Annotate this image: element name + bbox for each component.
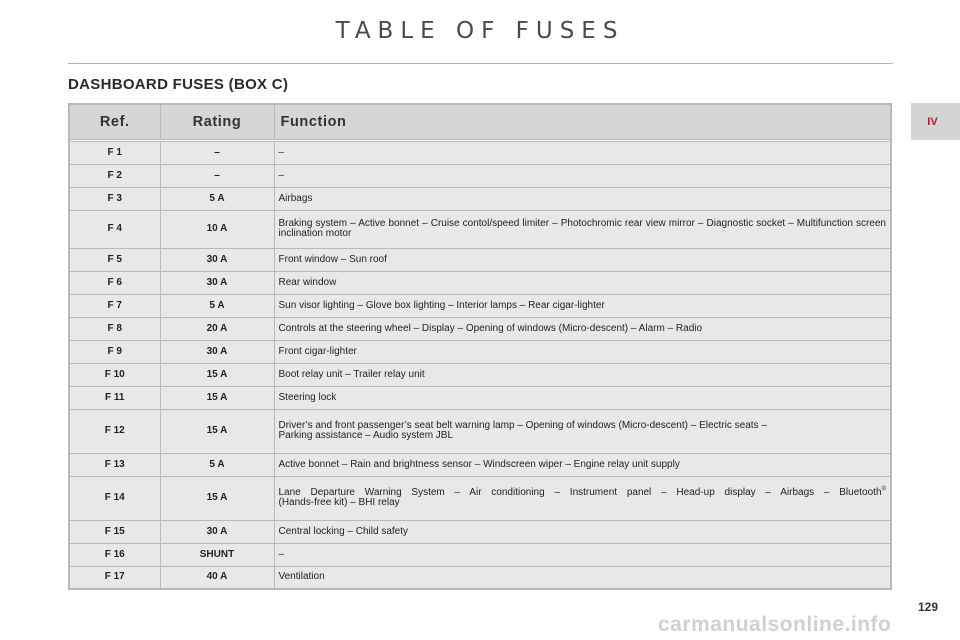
table-row [69,340,891,363]
fuse-function: Central locking – Child safety [274,520,891,543]
table-row [69,543,891,566]
fuse-ref: F 12 [69,409,160,453]
page-number: 129 [917,600,939,614]
fuse-ref: F 4 [69,210,160,248]
fuse-rating: 5 A [160,453,274,476]
fuse-rating: 30 A [160,520,274,543]
fuse-function: Airbags [274,187,891,210]
fuse-function: Controls at the steering wheel – Display – Opening of windows (Micro-descent) – Alarm – Radio [274,317,891,340]
fuse-function: Boot relay unit – Trailer relay unit [274,363,891,386]
fuse-ref: F 8 [69,317,160,340]
fuse-table [68,103,892,590]
fuse-function: Sun visor lighting – Glove box lighting – Interior lamps – Rear cigar-lighter [274,294,891,317]
fuse-ref: F 9 [69,340,160,363]
table-row [69,187,891,210]
table-row [69,210,891,248]
table-row [69,271,891,294]
fuse-rating: 30 A [160,271,274,294]
fuse-function [274,409,891,453]
fuse-function-line: (Hands-free kit) – BHI relay [278,497,400,508]
fuse-ref: F 10 [69,363,160,386]
fuse-rating: 5 A [160,294,274,317]
registered-mark: ® [881,486,886,493]
fuse-rating: 20 A [160,317,274,340]
table-row [69,453,891,476]
fuse-rating: 30 A [160,340,274,363]
fuse-ref: F 1 [69,141,160,164]
column-header-ref: Ref. [69,104,160,139]
table-row [69,409,891,453]
section-title: DASHBOARD FUSES (BOX C) [68,76,289,93]
fuse-rating: 30 A [160,248,274,271]
fuse-ref: F 2 [69,164,160,187]
fuse-ref: F 3 [69,187,160,210]
fuse-rating: 5 A [160,187,274,210]
fuse-ref: F 17 [69,566,160,589]
fuse-rating: 10 A [160,210,274,248]
fuse-function: Ventilation [274,566,891,589]
chapter-tab-label: IV [927,115,938,128]
fuse-ref: F 11 [69,386,160,409]
fuse-function: Steering lock [274,386,891,409]
page-title: TABLE OF FUSES [335,18,625,44]
table-row [69,317,891,340]
table-row [69,520,891,543]
table-row [69,294,891,317]
fuse-ref: F 13 [69,453,160,476]
watermark: carmanualsonline.info [658,613,892,636]
fuse-function: Front cigar-lighter [274,340,891,363]
fuse-function: Active bonnet – Rain and brightness sensor – Windscreen wiper – Engine relay unit supply [274,453,891,476]
fuse-rating: 15 A [160,386,274,409]
fuse-function-line: Driver’s and front passenger’s seat belt warning lamp – Opening of windows (Micro-descent) – Electric seats – [278,420,767,431]
table-header-row [69,104,891,139]
fuse-rating: – [160,141,274,164]
fuse-rating: SHUNT [160,543,274,566]
fuse-ref: F 15 [69,520,160,543]
fuse-function: – [274,141,891,164]
fuse-rating: 40 A [160,566,274,589]
fuse-ref: F 6 [69,271,160,294]
fuse-ref: F 16 [69,543,160,566]
title-divider [68,63,893,64]
table-row [69,476,891,520]
chapter-tab[interactable] [911,103,960,140]
table-row [69,248,891,271]
fuse-function [274,476,891,520]
table-row [69,363,891,386]
fuse-ref: F 5 [69,248,160,271]
table-row [69,386,891,409]
fuse-rating: – [160,164,274,187]
fuse-rating: 15 A [160,363,274,386]
fuse-function: – [274,543,891,566]
fuse-function: Braking system – Active bonnet – Cruise contol/speed limiter – Photochromic rear view mirror – Diagnostic socket – Multifunction screen inclination motor [274,210,891,248]
fuse-ref: F 14 [69,476,160,520]
fuse-function: Rear window [274,271,891,294]
fuse-ref: F 7 [69,294,160,317]
fuse-rating: 15 A [160,476,274,520]
fuse-rating: 15 A [160,409,274,453]
column-header-function: Function [274,104,891,139]
fuse-function: – [274,164,891,187]
fuse-function-line: Parking assistance – Audio system JBL [278,430,454,441]
fuse-function-line: Lane Departure Warning System – Air conditioning – Instrument panel – Head-up display – Airbags – Bluetooth [278,487,882,498]
column-header-rating: Rating [160,104,274,139]
table-row [69,566,891,589]
fuse-function: Front window – Sun roof [274,248,891,271]
table-row [69,164,891,187]
table-row [69,141,891,164]
